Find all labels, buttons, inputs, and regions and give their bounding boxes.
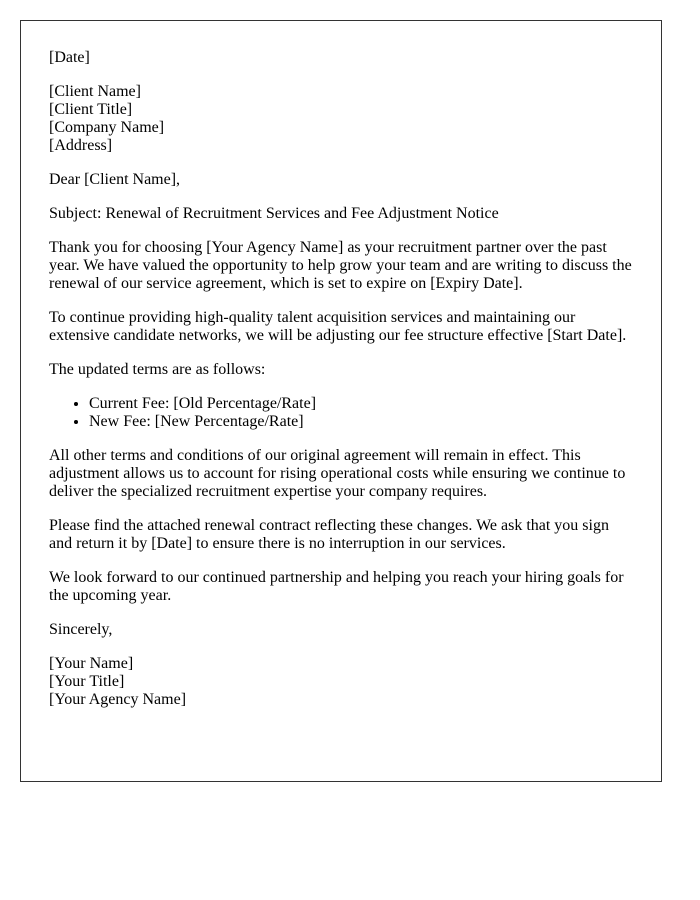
body-paragraph: Thank you for choosing [Your Agency Name] as your recruitment partner over the past year. We have valued the opportunity to help grow your team and are writing to discuss the renewal of our service agreement, which is set to expire on [Expiry Date]. xyxy=(49,239,632,292)
recipient-block xyxy=(49,83,633,155)
terms-list xyxy=(49,395,633,431)
body-paragraph: We look forward to our continued partnership and helping you reach your hiring goals for the upcoming year. xyxy=(49,569,624,604)
body-paragraph: Please find the attached renewal contract reflecting these changes. We ask that you sign and return it by [Date] to ensure there is no interruption in our services. xyxy=(49,517,609,552)
recipient-address: [Address] xyxy=(49,137,113,154)
salutation: Dear [Client Name], xyxy=(49,171,181,188)
signature-block xyxy=(49,655,633,709)
signoff: Sincerely, xyxy=(49,621,113,638)
body-paragraph: All other terms and conditions of our original agreement will remain in effect. This adjustment allows us to account for rising operational costs while ensuring we continue to deliver the specialized recruitment expertise your company requires. xyxy=(49,447,626,500)
recipient-company: [Company Name] xyxy=(49,119,165,136)
term-current-fee: • Current Fee: [Old Percentage/Rate] xyxy=(89,395,633,413)
letter xyxy=(20,20,662,782)
recipient-name: [Client Name] xyxy=(49,83,141,100)
sender-agency: [Your Agency Name] xyxy=(49,691,187,708)
sender-name: [Your Name] xyxy=(49,655,134,672)
body-paragraph: To continue providing high-quality talent acquisition services and maintaining our extensive candidate networks, we will be adjusting our fee structure effective [Start Date]. xyxy=(49,309,627,344)
letter-date: [Date] xyxy=(49,49,90,66)
term-new-fee: • New Fee: [New Percentage/Rate] xyxy=(89,413,633,431)
body-paragraph: The updated terms are as follows: xyxy=(49,361,266,378)
recipient-title: [Client Title] xyxy=(49,101,133,118)
sender-title: [Your Title] xyxy=(49,673,125,690)
subject-line: Subject: Renewal of Recruitment Services and Fee Adjustment Notice xyxy=(49,205,499,222)
